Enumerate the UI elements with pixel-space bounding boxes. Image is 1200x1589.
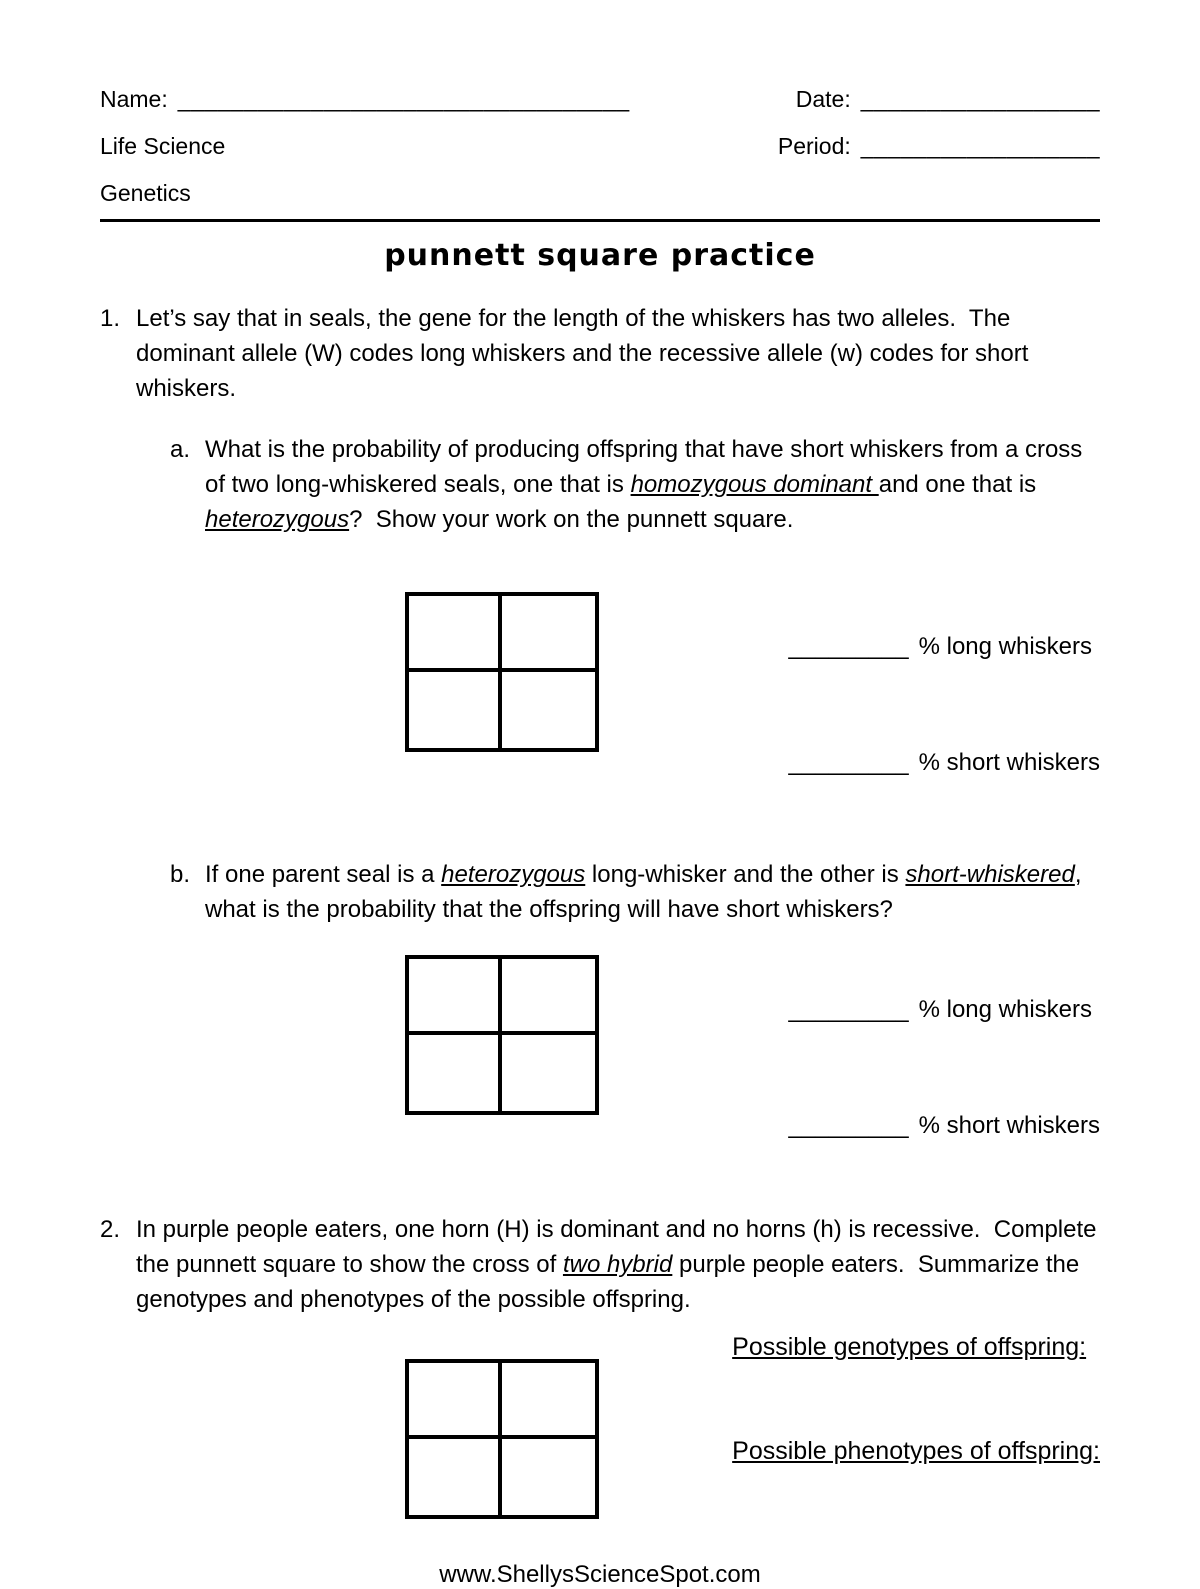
punnett-cell	[409, 672, 502, 748]
answer-long-whiskers	[722, 605, 1100, 689]
question-1a-text	[205, 432, 1100, 537]
punnett-cell	[409, 1363, 502, 1439]
text-segment: In purple people eaters, one horn (H) is dominant and no horns (h) is recessive. Complete the punnett square to show the cross of	[136, 1216, 1104, 1278]
punnett-cell	[409, 1439, 502, 1515]
unit-label-wrap	[100, 179, 191, 207]
punnett-cell	[409, 596, 502, 672]
name-blank-line: __________________________________	[177, 86, 630, 112]
text-segment: , what is the probability that the offspring will have short whiskers?	[205, 861, 1089, 923]
name-field	[100, 85, 630, 113]
blank-line: _________	[788, 633, 909, 660]
question-1	[100, 301, 1100, 406]
question-1-number: 1.	[100, 305, 121, 332]
text-segment-emphasis: two hybrid	[562, 1251, 673, 1278]
punnett-cell	[502, 672, 595, 748]
text-segment-emphasis: short-whiskered	[905, 861, 1075, 888]
punnett-section-1b	[100, 955, 1100, 1168]
blank-line: _________	[788, 996, 909, 1023]
answer-short-whiskers	[722, 1084, 1100, 1168]
answer-label: % long whiskers	[918, 996, 1093, 1023]
answer-label: % short whiskers	[918, 1112, 1100, 1139]
date-label: Date:	[795, 86, 851, 112]
header-row-2	[100, 132, 1100, 160]
answer-blanks-1b	[722, 955, 1100, 1168]
punnett-cell	[409, 959, 502, 1035]
text-segment-emphasis: heterozygous	[441, 861, 586, 888]
date-blank-line: __________________	[860, 86, 1100, 112]
answer-long-whiskers	[722, 968, 1100, 1052]
header-row-3	[100, 179, 1100, 207]
text-segment: What is the probability of producing offspring that have short whiskers from a cross of two long-whiskered seals, one that is	[205, 436, 1089, 498]
course-label: Life Science	[100, 133, 226, 159]
period-field	[778, 132, 1100, 160]
question-1a	[170, 432, 1100, 537]
punnett-cell	[502, 959, 595, 1035]
question-2-number: 2.	[100, 1216, 121, 1243]
question-1a-number: a.	[170, 436, 191, 463]
punnett-section-1a	[100, 592, 1100, 805]
course-label-wrap	[100, 132, 225, 160]
header	[100, 85, 1100, 222]
page-title: punnett square practice	[384, 238, 816, 273]
punnett-cell	[502, 1439, 595, 1515]
blank-line: _________	[788, 1112, 909, 1139]
question-1b-text	[205, 857, 1100, 927]
punnett-cell	[502, 1363, 595, 1439]
punnett-section-2	[100, 1333, 1100, 1519]
phenotypes-label: Possible phenotypes of offspring:	[732, 1437, 1100, 1465]
question-1b-number: b.	[170, 861, 191, 888]
punnett-square-1b	[405, 955, 599, 1115]
answer-label: % short whiskers	[918, 749, 1100, 776]
answer-short-whiskers	[722, 721, 1100, 805]
text-segment-emphasis: heterozygous	[205, 506, 350, 533]
text-segment: If one parent seal is a	[205, 861, 442, 888]
date-field	[796, 85, 1100, 113]
footer-url: www.ShellysScienceSpot.com	[439, 1561, 761, 1588]
unit-label: Genetics	[100, 180, 191, 206]
punnett-square-2	[405, 1359, 599, 1519]
punnett-cell	[409, 1035, 502, 1111]
punnett-square-1a	[405, 592, 599, 752]
period-label: Period:	[777, 133, 851, 159]
question-1b	[170, 857, 1100, 927]
text-segment: purple people eaters. Summarize the genotypes and phenotypes of the possible offspring.	[136, 1251, 1086, 1313]
question-2	[100, 1212, 1104, 1317]
offspring-labels	[732, 1333, 1100, 1466]
answer-blanks-1a	[722, 592, 1100, 805]
text-segment: and one that is	[878, 471, 1043, 498]
text-segment: ? Show your work on the punnett square.	[349, 506, 794, 533]
blank-line: _________	[788, 749, 909, 776]
header-rule	[100, 219, 1100, 222]
question-1-text: Let’s say that in seals, the gene for the length of the whiskers has two alleles. The dominant allele (W) codes long whiskers and the recessive allele (w) codes for short whiskers.	[136, 305, 1036, 402]
genotypes-label: Possible genotypes of offspring:	[732, 1333, 1087, 1361]
answer-label: % long whiskers	[918, 633, 1093, 660]
text-segment-emphasis: homozygous dominant	[630, 471, 879, 498]
punnett-cell	[502, 1035, 595, 1111]
header-row-1	[100, 85, 1100, 113]
punnett-cell	[502, 596, 595, 672]
period-blank-line: __________________	[860, 133, 1100, 159]
text-segment: long-whisker and the other is	[585, 861, 906, 888]
question-2-text	[136, 1212, 1104, 1317]
name-label: Name:	[100, 86, 168, 112]
